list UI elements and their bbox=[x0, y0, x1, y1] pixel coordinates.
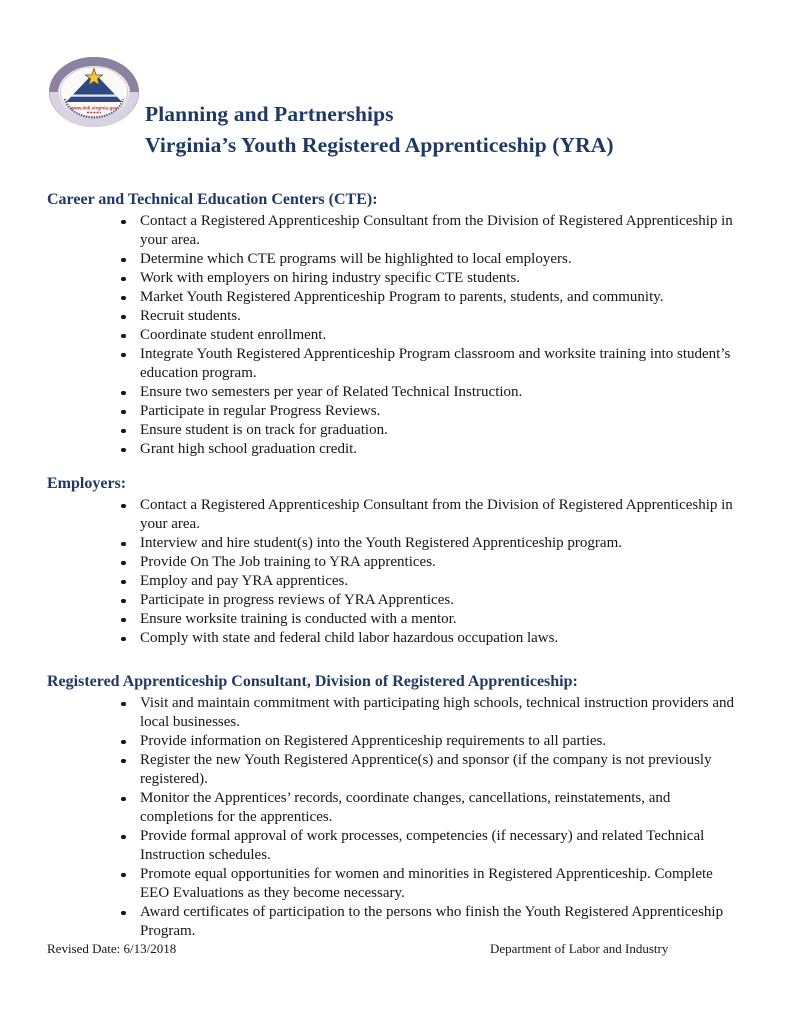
document-body bbox=[47, 0, 743, 941]
list-item: Ensure student is on track for graduation. bbox=[47, 421, 743, 440]
list-item: Monitor the Apprentices’ records, coordinate changes, cancellations, reinstatements, and completions for the apprentices. bbox=[47, 789, 743, 827]
list-item: Participate in progress reviews of YRA Apprentices. bbox=[47, 591, 743, 610]
list-item: Work with employers on hiring industry specific CTE students. bbox=[47, 269, 743, 288]
list-item: Promote equal opportunities for women and minorities in Registered Apprenticeship. Complete EEO Evaluations as they become necessary. bbox=[47, 865, 743, 903]
list-item: Coordinate student enrollment. bbox=[47, 326, 743, 345]
list-item: Participate in regular Progress Reviews. bbox=[47, 402, 743, 421]
revised-date: Revised Date: 6/13/2018 bbox=[47, 941, 177, 956]
list-item: Provide formal approval of work processes, competencies (if necessary) and related Technical Instruction schedules. bbox=[47, 827, 743, 865]
list-item: Market Youth Registered Apprenticeship Program to parents, students, and community. bbox=[47, 288, 743, 307]
bullet-list-cte bbox=[47, 212, 743, 459]
section-consultant bbox=[47, 672, 743, 941]
section-employers bbox=[47, 474, 743, 648]
section-heading-employers: Employers: bbox=[47, 475, 127, 492]
list-item: Award certificates of participation to the persons who finish the Youth Registered Apprenticeship Program. bbox=[47, 903, 743, 941]
list-item: Ensure worksite training is conducted with a mentor. bbox=[47, 610, 743, 629]
section-heading-cte: Career and Technical Education Centers (CTE): bbox=[47, 191, 378, 208]
list-item: Grant high school graduation credit. bbox=[47, 440, 743, 459]
list-item: Contact a Registered Apprenticeship Consultant from the Division of Registered Apprenticeship in your area. bbox=[47, 212, 743, 250]
list-item: Employ and pay YRA apprentices. bbox=[47, 572, 743, 591]
list-item: Ensure two semesters per year of Related Technical Instruction. bbox=[47, 383, 743, 402]
document-title: Planning and Partnerships bbox=[145, 102, 394, 126]
list-item: Provide On The Job training to YRA apprentices. bbox=[47, 553, 743, 572]
list-item: Visit and maintain commitment with participating high schools, technical instruction providers and local businesses. bbox=[47, 694, 743, 732]
bullet-list-employers bbox=[47, 496, 743, 648]
department-name: Department of Labor and Industry bbox=[490, 941, 669, 956]
section-heading-consultant: Registered Apprenticeship Consultant, Division of Registered Apprenticeship: bbox=[47, 673, 578, 690]
section-cte bbox=[47, 190, 743, 459]
bullet-list-consultant bbox=[47, 694, 743, 941]
list-item: Contact a Registered Apprenticeship Consultant from the Division of Registered Apprenticeship in your area. bbox=[47, 496, 743, 534]
seal-url-text: www.doli.virginia.gov bbox=[70, 105, 118, 111]
list-item: Interview and hire student(s) into the Youth Registered Apprenticeship program. bbox=[47, 534, 743, 553]
document-subtitle: Virginia’s Youth Registered Apprenticeship (YRA) bbox=[145, 133, 614, 157]
list-item: Register the new Youth Registered Apprentice(s) and sponsor (if the company is not previously registered). bbox=[47, 751, 743, 789]
list-item: Determine which CTE programs will be highlighted to local employers. bbox=[47, 250, 743, 269]
list-item: Provide information on Registered Apprenticeship requirements to all parties. bbox=[47, 732, 743, 751]
list-item: Comply with state and federal child labor hazardous occupation laws. bbox=[47, 629, 743, 648]
list-item: Integrate Youth Registered Apprenticeship Program classroom and worksite training into student’s education program. bbox=[47, 345, 743, 383]
list-item: Recruit students. bbox=[47, 307, 743, 326]
